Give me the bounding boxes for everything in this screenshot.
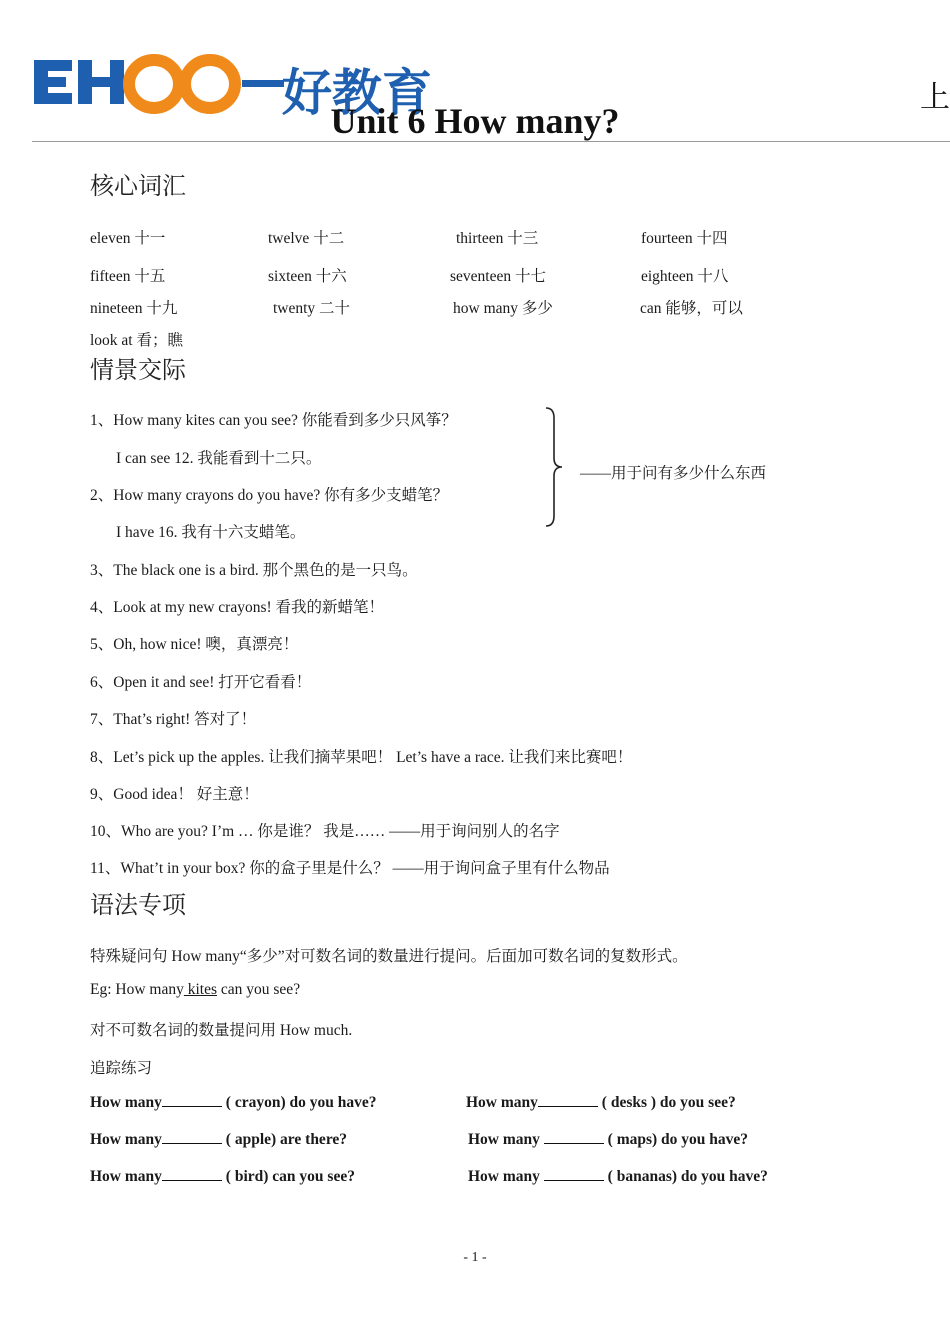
grammar-note: 对不可数名词的数量提问用 How much. [90, 1022, 353, 1039]
vocab-item: look at 看；瞧 [90, 332, 183, 349]
vocab-item: twenty 二十 [273, 300, 351, 317]
corner-char: 上 [920, 80, 950, 115]
page-number: - 1 - [463, 1250, 487, 1265]
exercise-suffix: ( maps) do you have? [603, 1131, 749, 1148]
exercise-row [468, 1131, 748, 1149]
answer-blank[interactable] [544, 1168, 604, 1181]
vocab-item: thirteen 十三 [456, 230, 539, 247]
vocab-item: fourteen 十四 [641, 230, 728, 247]
vocab-item: nineteen 十九 [90, 300, 178, 317]
answer-blank[interactable] [162, 1168, 222, 1181]
example-underlined: kites [183, 981, 218, 998]
practice-heading: 追踪练习 [90, 1060, 153, 1077]
page-title: Unit 6 How many? [330, 101, 620, 141]
exercise-suffix: ( desks ) do you see? [597, 1094, 736, 1111]
dialog-line-2: 2、How many crayons do you have? 你有多少支蜡笔？ [90, 487, 449, 504]
section-vocab-heading: 核心词汇 [90, 172, 186, 200]
exercise-row [90, 1131, 347, 1149]
example-suffix: can you see? [217, 981, 301, 998]
dialog-line-1: 1、How many kites can you see? 你能看到多少只风筝？ [90, 412, 457, 429]
answer-blank[interactable] [162, 1094, 222, 1107]
dialog-line-5: 5、Oh, how nice! 噢，真漂亮！ [90, 636, 299, 653]
exercise-row [90, 1094, 377, 1112]
dialog-line-3: 3、The black one is a bird. 那个黑色的是一只鸟。 [90, 562, 418, 579]
logo-text: 好教育 [282, 64, 432, 122]
exercise-prefix: How many [468, 1131, 544, 1148]
header-divider [32, 141, 950, 142]
brace-note: ——用于问有多少什么东西 [580, 465, 767, 482]
answer-blank[interactable] [544, 1131, 604, 1144]
answer-blank[interactable] [162, 1131, 222, 1144]
grammar-example [90, 981, 300, 999]
exercise-prefix: How many [90, 1168, 162, 1185]
section-grammar-heading: 语法专项 [90, 891, 186, 919]
dialog-line-9: 9、Good idea！ 好主意！ [90, 786, 259, 803]
example-prefix: Eg: How many [90, 981, 184, 998]
exercise-prefix: How many [466, 1094, 538, 1111]
grammar-rule: 特殊疑问句 How many“多少”对可数名词的数量进行提问。后面加可数名词的复数形式。 [90, 948, 688, 965]
dialog-line-6: 6、Open it and see! 打开它看看！ [90, 674, 312, 691]
vocab-item: eighteen 十八 [641, 268, 729, 285]
exercise-suffix: ( bananas) do you have? [603, 1168, 768, 1185]
dialog-line-11: 11、What’t in your box? 你的盒子里是什么？ ——用于询问盒子里有什么物品 [90, 860, 610, 877]
right-brace-icon [544, 406, 564, 532]
dialog-line-7: 7、That’s right! 答对了！ [90, 711, 257, 728]
vocab-item: sixteen 十六 [268, 268, 347, 285]
vocab-item: can 能够，可以 [640, 300, 743, 317]
exercise-prefix: How many [90, 1131, 162, 1148]
vocab-item: twelve 十二 [268, 230, 345, 247]
exercise-prefix: How many [468, 1168, 544, 1185]
dialog-line-2-answer: I have 16. 我有十六支蜡笔。 [116, 524, 306, 541]
exercise-row [90, 1168, 355, 1186]
dialog-line-8: 8、Let’s pick up the apples. 让我们摘苹果吧！ Let’s have a race. 让我们来比赛吧！ [90, 749, 633, 766]
vocab-item: how many 多少 [453, 300, 553, 317]
dialog-line-1-answer: I can see 12. 我能看到十二只。 [116, 450, 322, 467]
exercise-row [468, 1168, 768, 1186]
dialog-line-10: 10、Who are you? I’m … 你是谁？ 我是…… ——用于询问别人的名字 [90, 823, 560, 840]
exercise-row [466, 1094, 736, 1112]
exercise-suffix: ( bird) can you see? [221, 1168, 355, 1185]
vocab-item: eleven 十一 [90, 230, 166, 247]
exercise-suffix: ( crayon) do you have? [221, 1094, 377, 1111]
exercise-prefix: How many [90, 1094, 162, 1111]
exercise-suffix: ( apple) are there? [221, 1131, 348, 1148]
vocab-item: fifteen 十五 [90, 268, 166, 285]
section-dialog-heading: 情景交际 [90, 356, 186, 384]
dialog-line-4: 4、Look at my new crayons! 看我的新蜡笔！ [90, 599, 385, 616]
vocab-item: seventeen 十七 [450, 268, 546, 285]
answer-blank[interactable] [538, 1094, 598, 1107]
